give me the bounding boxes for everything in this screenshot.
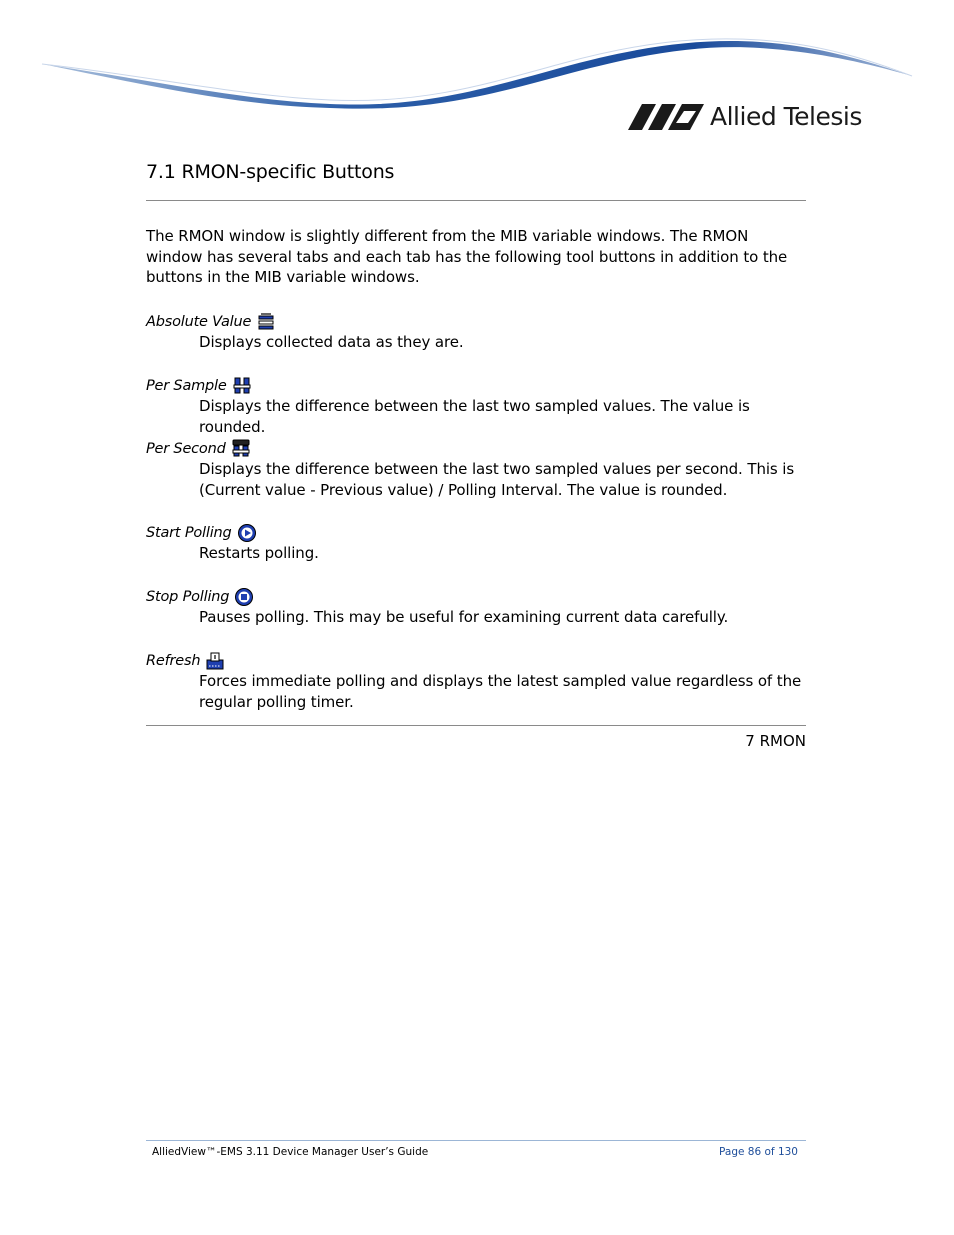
button-entry-refresh [146,649,806,712]
entry-description: Pauses polling. This may be useful for examining current data carefully. [199,608,729,626]
logo-mark-icon [628,103,704,131]
entry-term: Refresh [146,653,201,669]
footer-page-number: Page 86 of 130 [719,1146,798,1158]
entry-description: Displays the difference between the last two sampled values per second. This is (Current value - Previous value) / Polling Interval. The value is rounded. [199,460,795,499]
entry-term: Absolute Value [146,314,252,330]
title-divider [146,200,806,201]
button-entry-absolute-value [146,310,806,353]
per-sample-icon [232,376,252,396]
absolute-value-icon [256,312,276,332]
entry-term: Stop Polling [146,589,230,605]
button-entry-start-polling [146,521,806,564]
button-entry-per-sample [146,374,806,437]
button-entry-stop-polling [146,585,806,628]
button-entry-per-second [146,437,806,500]
entry-description: Forces immediate polling and displays the latest sampled value regardless of the regular polling timer. [199,672,802,711]
brand-name: Allied Telesis [710,102,862,131]
refresh-icon [205,651,225,671]
entry-description: Displays the difference between the last two sampled values. The value is rounded. [199,397,750,436]
start-polling-icon [237,523,257,543]
allied-telesis-logo [628,100,862,134]
footer-guide-title: AlliedView™-EMS 3.11 Device Manager User’s Guide [152,1146,429,1158]
entry-description: Displays collected data as they are. [199,333,464,351]
section-title: 7.1 RMON-specific Buttons [146,161,395,183]
per-second-icon [231,439,251,459]
stop-polling-icon [234,587,254,607]
entry-term: Start Polling [146,525,232,541]
intro-paragraph: The RMON window is slightly different from the MIB variable windows. The RMON window has several tabs and each tab has the following tool buttons in addition to the buttons in the MIB variable windows. [146,227,788,286]
section-end-divider [146,725,806,726]
entry-term: Per Second [146,441,226,457]
entry-description: Restarts polling. [199,544,319,562]
chapter-label: 7 RMON [745,732,806,750]
entry-term: Per Sample [146,378,227,394]
footer-divider [146,1140,806,1141]
